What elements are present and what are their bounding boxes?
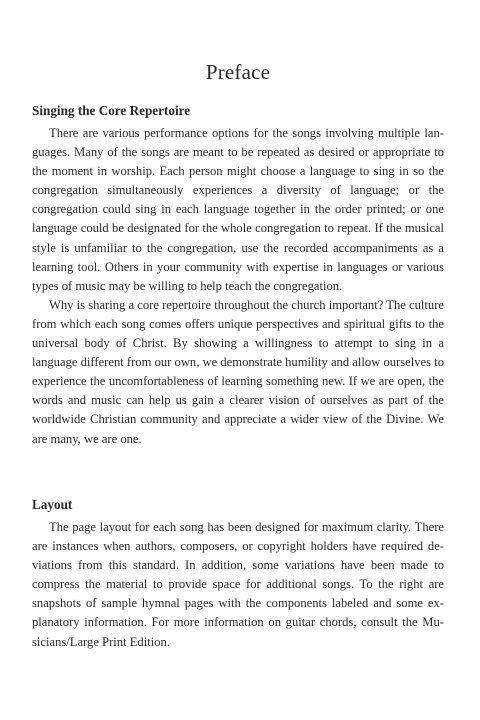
section-heading-core-repertoire: Singing the Core Repertoire [32, 103, 191, 118]
paragraph: The page layout for each song has been designed for maximum clarity. There are instances when authors, composers, or copyright holders have required deviations from this standard. In addition, some variations have been made to compress the material to provide space for additional songs. To the right are snapshots of sample hymnal pages with the components labeled and some explanatory information. For more information on guitar chords, consult the Musicians/Large Print Edition. [32, 520, 444, 649]
paragraph: There are various performance options for the songs involving multiple languages. Many of the songs are meant to be repeated as desired or appropriate to the moment in worship. Each person might choose a language to sing in so the congregation simultaneously experiences a diversity of language; or the congregation could sing in each language together in the order printed; or one language could be designated for the whole congregation to repeat. If the musical style is unfamiliar to the congregation, use the recorded accompaniments as a learning tool. Others in your community with expertise in languages or various types of music may be willing to help teach the congregation. [32, 126, 444, 293]
section-body-core-repertoire [32, 124, 444, 449]
document-page [32, 0, 444, 720]
section-body-layout [32, 518, 444, 652]
section-heading-layout: Layout [32, 497, 73, 512]
page-title: Preface [205, 60, 271, 84]
paragraph: Why is sharing a core repertoire throughout the church important? The culture from which each song comes offers unique perspectives and spiritual gifts to the universal body of Christ. By showing a willingness to attempt to sing in a language different from our own, we demonstrate humility and allow ourselves to experience the uncomfortableness of learning something new. If we are open, the words and music can help us gain a clearer vision of ourselves as part of the worldwide Christian community and appreciate a wider view of the Divine. We are many, we are one. [32, 297, 444, 446]
